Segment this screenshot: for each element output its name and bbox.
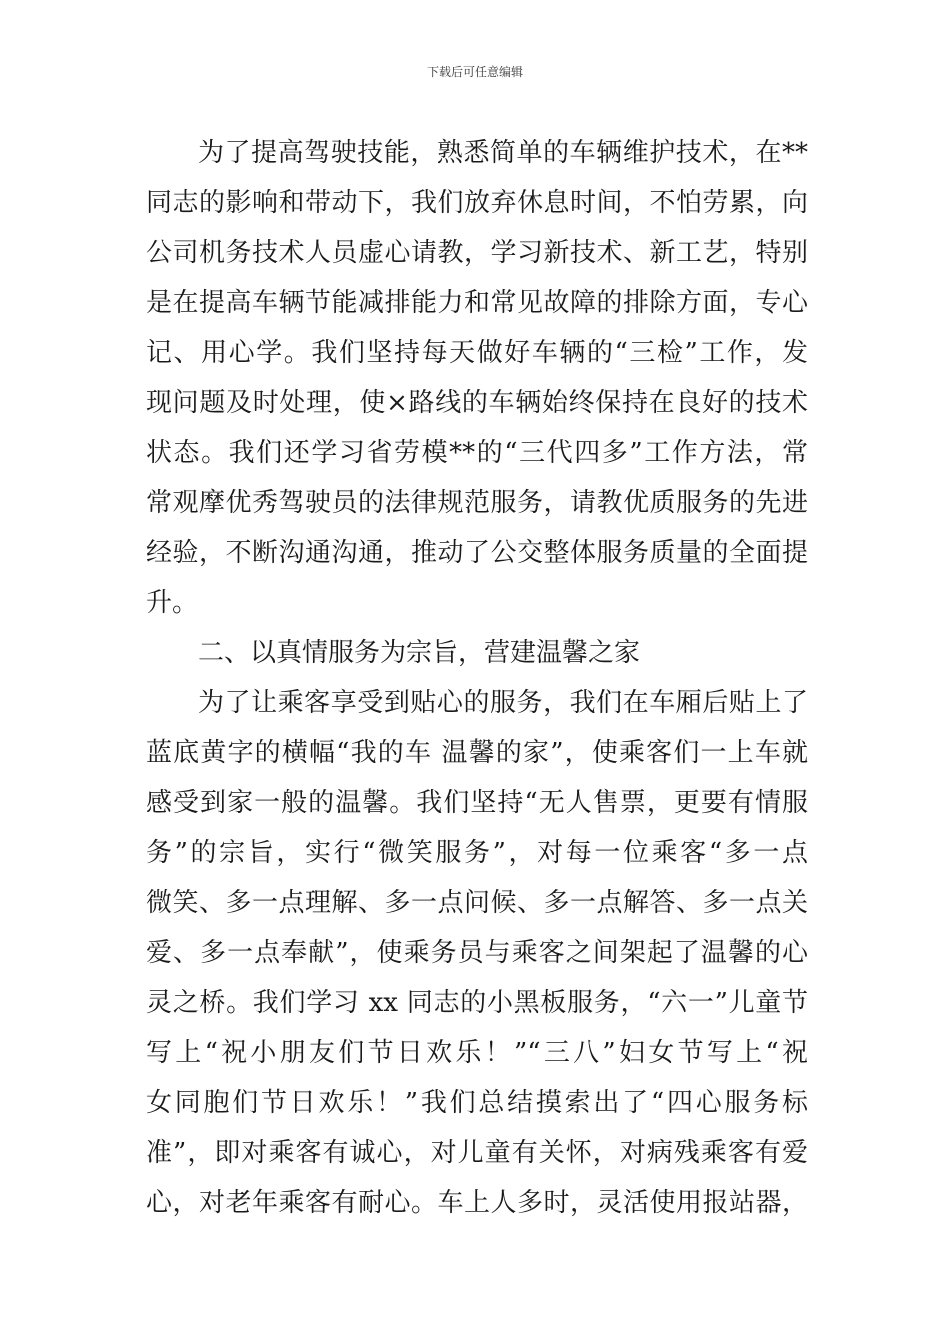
- text-line: 常观摩优秀驾驶员的法律规范服务，请教优质服务的先进: [146, 488, 808, 518]
- text-line: 为了提高驾驶技能，熟悉简单的车辆维护技术，在**: [198, 138, 808, 168]
- paragraph-driving-skills: [146, 128, 808, 628]
- text-line: 写上“祝小朋友们节日欢乐！”“三八”妇女节写上“祝: [146, 1038, 808, 1068]
- section-heading: [146, 628, 808, 678]
- page-header: 下载后可任意编辑: [426, 65, 523, 79]
- text-line: 务”的宗旨，实行“微笑服务”，对每一位乘客“多一点: [146, 838, 808, 868]
- section-heading-text: 二、以真情服务为宗旨，营建温馨之家: [198, 638, 641, 668]
- text-line: 爱、多一点奉献”，使乘务员与乘客之间架起了温馨的心: [146, 938, 808, 968]
- text-line: 经验，不断沟通沟通，推动了公交整体服务质量的全面提: [146, 538, 808, 568]
- document-body: [146, 128, 808, 1228]
- text-line: 准”，即对乘客有诚心，对儿童有关怀，对病残乘客有爱: [146, 1138, 808, 1168]
- text-line: 是在提高车辆节能减排能力和常见故障的排除方面，专心: [146, 288, 808, 318]
- text-line: 心，对老年乘客有耐心。车上人多时，灵活使用报站器，: [146, 1188, 808, 1218]
- text-line: 公司机务技术人员虚心请教，学习新技术、新工艺，特别: [146, 238, 808, 268]
- text-line: 为了让乘客享受到贴心的服务，我们在车厢后贴上了: [198, 688, 808, 718]
- text-line: 灵之桥。我们学习 xx 同志的小黑板服务，“六一”儿童节: [146, 988, 808, 1018]
- text-line: 状态。我们还学习省劳模**的“三代四多”工作方法，常: [146, 438, 808, 468]
- text-line: 微笑、多一点理解、多一点问候、多一点解答、多一点关: [146, 888, 808, 918]
- text-line: 升。: [146, 588, 199, 618]
- text-line: 同志的影响和带动下，我们放弃休息时间，不怕劳累，向: [146, 188, 808, 218]
- paragraph-warm-service: [146, 678, 808, 1228]
- text-line: 记、用心学。我们坚持每天做好车辆的“三检”工作，发: [146, 338, 808, 368]
- text-line: 女同胞们节日欢乐！”我们总结摸索出了“四心服务标: [146, 1088, 808, 1118]
- text-line: 感受到家一般的温馨。我们坚持“无人售票，更要有情服: [146, 788, 808, 818]
- text-line: 现问题及时处理，使×路线的车辆始终保持在良好的技术: [146, 388, 808, 418]
- text-line: 蓝底黄字的横幅“我的车 温馨的家”，使乘客们一上车就: [146, 738, 808, 768]
